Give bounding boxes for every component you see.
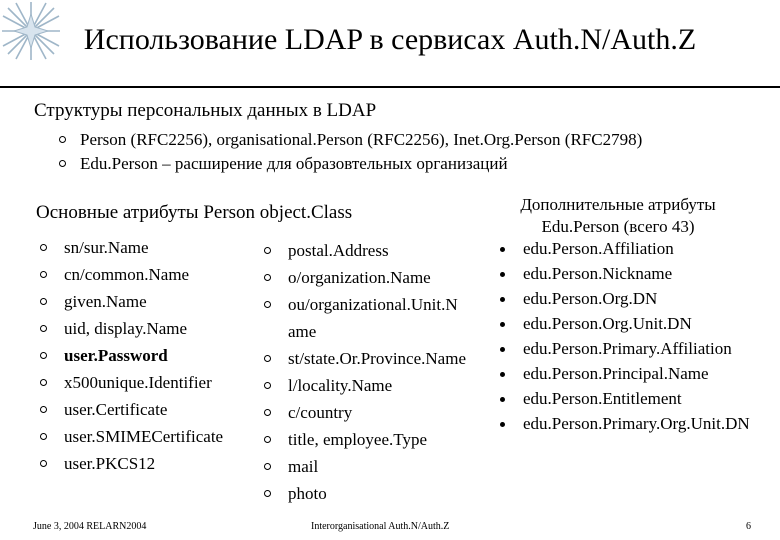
attribute-item: edu.Person.Primary.Affiliation <box>497 336 777 361</box>
extra-attrs-list <box>497 236 777 436</box>
extra-heading-line2: Edu.Person (всего 43) <box>541 217 695 236</box>
attribute-item: mail <box>262 453 482 480</box>
schema-list <box>58 128 642 176</box>
attribute-item: cn/common.Name <box>38 261 268 288</box>
attribute-item: edu.Person.Primary.Org.Unit.DN <box>497 411 777 436</box>
attribute-item: edu.Person.Principal.Name <box>497 361 777 386</box>
attribute-item: edu.Person.Org.DN <box>497 286 777 311</box>
attribute-item: c/country <box>262 399 482 426</box>
attribute-item: l/locality.Name <box>262 372 482 399</box>
attribute-item: photo <box>262 480 482 507</box>
attribute-item: user.Certificate <box>38 396 268 423</box>
attribute-item: user.SMIMECertificate <box>38 423 268 450</box>
basic-attrs-list-right <box>262 237 482 507</box>
title-divider <box>0 86 780 88</box>
attribute-item: title, employee.Type <box>262 426 482 453</box>
schema-item: Person (RFC2256), organisational.Person (RFC2256), Inet.Org.Person (RFC2798) <box>58 128 642 152</box>
attribute-item: sn/sur.Name <box>38 234 268 261</box>
attribute-item: uid, display.Name <box>38 315 268 342</box>
schema-item: Edu.Person – расширение для образовтельных организаций <box>58 152 642 176</box>
attribute-item: edu.Person.Nickname <box>497 261 777 286</box>
attribute-item: user.Password <box>38 342 268 369</box>
attribute-item: x500unique.Identifier <box>38 369 268 396</box>
attribute-item: edu.Person.Affiliation <box>497 236 777 261</box>
basic-attrs-heading: Основные атрибуты Person object.Class <box>36 202 353 223</box>
extra-attrs-heading <box>498 194 738 238</box>
attribute-item: st/state.Or.Province.Name <box>262 345 482 372</box>
attribute-item: edu.Person.Org.Unit.DN <box>497 311 777 336</box>
slide-title: Использование LDAP в сервисах Auth.N/Auth.Z <box>83 23 697 56</box>
attribute-item: edu.Person.Entitlement <box>497 386 777 411</box>
attribute-item: ou/organizational.Unit.N ame <box>262 291 482 345</box>
section-heading: Структуры персональных данных в LDAP <box>34 100 377 121</box>
footer-date: June 3, 2004 RELARN2004 <box>33 521 147 532</box>
attribute-item: o/organization.Name <box>262 264 482 291</box>
footer-topic: Interorganisational Auth.N/Auth.Z <box>311 521 450 532</box>
basic-attrs-list-left <box>38 234 268 477</box>
page-number: 6 <box>746 521 751 532</box>
attribute-item: given.Name <box>38 288 268 315</box>
extra-heading-line1: Дополнительные атрибуты <box>520 195 716 214</box>
attribute-item: user.PKCS12 <box>38 450 268 477</box>
attribute-item: postal.Address <box>262 237 482 264</box>
